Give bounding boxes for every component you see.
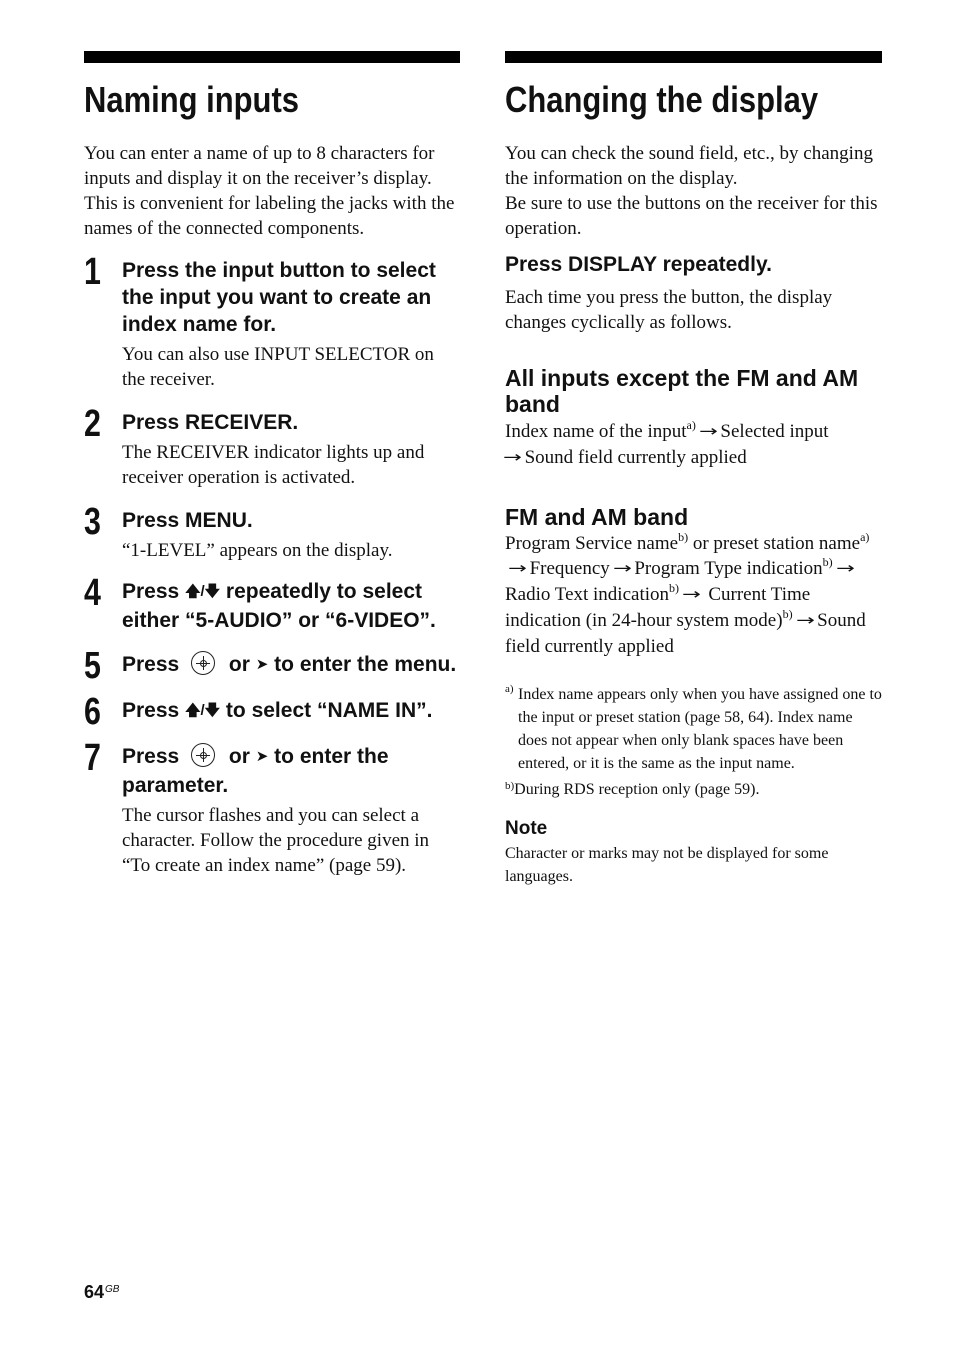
step-3	[84, 501, 460, 563]
footnote	[505, 775, 882, 801]
step-heading-text: or	[228, 653, 250, 676]
intro-paragraph	[505, 141, 882, 241]
step-number: 2	[84, 403, 101, 445]
sequence-item: Sound field currently applied	[505, 610, 866, 657]
right-arrow-icon: →	[681, 585, 701, 603]
footnote-mark: a)	[505, 683, 514, 695]
footnotes	[505, 683, 882, 801]
right-arrow-icon: ➤	[255, 656, 269, 673]
footnote-mark: b)	[505, 780, 515, 792]
all-inputs-heading: All inputs except the FM and AM band	[505, 365, 859, 417]
up-down-arrow-icon: 🡅/🡇	[185, 702, 221, 719]
sequence-item: Selected input	[720, 421, 829, 442]
sequence-item: or preset station name	[688, 533, 861, 554]
right-arrow-icon: →	[612, 559, 632, 577]
step-heading	[122, 651, 460, 680]
section-title: Naming inputs	[84, 79, 299, 120]
step-heading: Press RECEIVER.	[122, 411, 299, 434]
step-body: The cursor flashes and you can select a character. Follow the procedure given in “To create an index name” (page 59).	[122, 805, 430, 876]
step-4	[84, 572, 460, 634]
step-heading	[122, 697, 460, 726]
step-number: 6	[84, 691, 101, 733]
intro-paragraph	[84, 141, 460, 241]
note-body: Character or marks may not be displayed for some languages.	[505, 845, 829, 885]
right-arrow-icon: →	[795, 611, 815, 629]
step-heading	[122, 578, 460, 634]
step-heading-text: to enter the menu.	[274, 653, 457, 676]
intro-text: Be sure to use the buttons on the receiver for this operation.	[505, 193, 878, 239]
step-heading	[122, 743, 460, 799]
step-body: The RECEIVER indicator lights up and receiver operation is activated.	[122, 442, 425, 488]
intro-text: You can check the sound field, etc., by changing the information on the display.	[505, 143, 873, 189]
footnote-ref: a)	[686, 418, 696, 432]
step-heading-text: Press	[122, 745, 180, 768]
page-region: GB	[105, 1284, 120, 1295]
step-number: 7	[84, 737, 101, 779]
step-number: 4	[84, 572, 101, 614]
right-arrow-icon: ➤	[255, 748, 269, 765]
right-arrow-icon: →	[507, 559, 527, 577]
step-2	[84, 403, 460, 490]
footnote-ref: a)	[860, 530, 870, 544]
step-heading-text: Press	[122, 699, 180, 722]
naming-inputs-section	[84, 51, 460, 878]
fm-am-sequence	[505, 531, 882, 659]
step-6	[84, 691, 460, 733]
right-arrow-icon: →	[835, 559, 855, 577]
step-heading: Press MENU.	[122, 509, 253, 532]
section-rule	[505, 51, 882, 63]
step-number: 1	[84, 251, 101, 293]
footnote-ref: b)	[678, 530, 689, 544]
sequence-item: Program Service name	[505, 533, 679, 554]
footnote-text: During RDS reception only (page 59).	[514, 781, 760, 798]
section-rule	[84, 51, 460, 63]
step-5	[84, 645, 460, 687]
step-heading-text: or	[228, 745, 250, 768]
step-heading-text: Press	[122, 580, 180, 603]
footnote-ref: b)	[669, 581, 680, 595]
right-arrow-icon: →	[698, 422, 718, 440]
press-display-body: Each time you press the button, the display changes cyclically as follows.	[505, 287, 833, 333]
sequence-item: Sound field currently applied	[524, 447, 747, 468]
footnote-ref: b)	[782, 607, 793, 621]
step-1	[84, 251, 460, 392]
all-inputs-sequence	[502, 418, 882, 471]
page-number	[84, 1282, 119, 1303]
press-display-heading: Press DISPLAY repeatedly.	[505, 253, 772, 276]
note-heading: Note	[505, 818, 548, 839]
step-heading-text: to enter the parameter.	[122, 745, 389, 797]
step-number: 5	[84, 645, 101, 687]
step-number: 3	[84, 501, 101, 543]
fm-am-heading: FM and AM band	[505, 504, 689, 530]
footnote-text: Index name appears only when you have assigned one to the input or preset station (page 58, 64). Index name does not appear when only blank spaces have been entered, or it is the same as the input name.	[518, 686, 882, 772]
enter-button-icon	[191, 743, 215, 767]
sequence-item: Current Time indication (in 24-hour system mode)	[505, 584, 811, 631]
step-heading-text: Press	[122, 653, 180, 676]
enter-button-icon	[191, 651, 215, 675]
step-heading-text: repeatedly to select either “5-AUDIO” or “6-VIDEO”.	[122, 580, 436, 632]
step-body: “1-LEVEL” appears on the display.	[122, 540, 393, 561]
step-7	[84, 737, 460, 878]
intro-text: You can enter a name of up to 8 characters for inputs and display it on the receiver’s display. This is convenient for labeling the jacks with the names of the connected components.	[84, 143, 455, 239]
section-title: Changing the display	[505, 79, 819, 120]
sequence-item: Program Type indication	[634, 558, 823, 579]
up-down-arrow-icon: 🡅/🡇	[185, 583, 221, 600]
step-heading-text: to select “NAME IN”.	[225, 699, 433, 722]
sequence-item: Index name of the input	[505, 421, 687, 442]
sequence-item: Radio Text indication	[505, 584, 670, 605]
step-body: You can also use INPUT SELECTOR on the receiver.	[122, 344, 434, 390]
right-arrow-icon: →	[502, 448, 522, 466]
step-heading: Press the input button to select the input you want to create an index name for.	[122, 259, 436, 336]
page-number-value: 64	[84, 1282, 105, 1302]
footnote-ref: b)	[822, 555, 833, 569]
changing-display-section	[502, 51, 882, 888]
sequence-item: Frequency	[529, 558, 610, 579]
footnote	[505, 683, 882, 775]
